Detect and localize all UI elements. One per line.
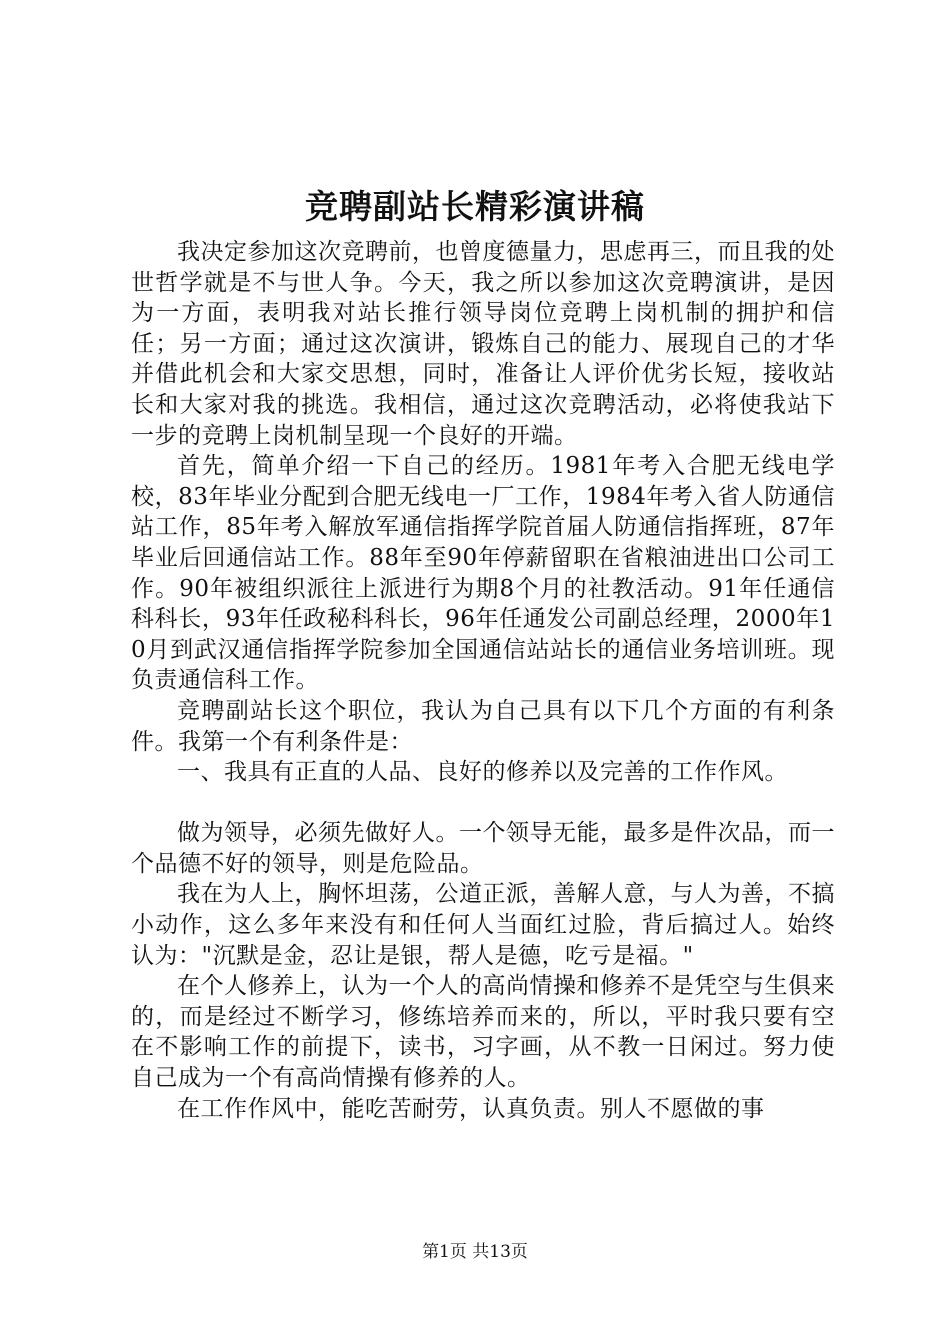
paragraph-experience: 首先，简单介绍一下自己的经历。1981年考入合肥无线电学校，83年毕业分配到合肥无线电一厂工作，1984年考入省人防通信站工作，85年考入解放军通信指挥学院首届人防通信指挥班，87年毕业后回通信站工作。88年至90年停薪留职在省粮油进出口公司工作。90年被组织派往上派进行为期8个月的社教活动。91年任通信科科长，93年任政秘科科长，96年任通发公司副总经理，2000年10月到武汉通信指挥学院参加全国通信站站长的通信业务培训班。现负责通信科工作。 [131,453,835,694]
paragraph-work-style: 在工作作风中，能吃苦耐劳，认真负责。别人不愿做的事 [177,1095,765,1122]
paragraph-point-one: 一、我具有正直的人品、良好的修养以及完善的工作作风。 [177,759,788,786]
paragraph-cultivation: 在个人修养上，认为一个人的高尚情操和修养不是凭空与生俱来的，而是经过不断学习，修练培养而来的，所以，平时我只要有空在不影响工作的前提下，读书，习字画，从不教一日闲过。努力使自己成为一个有高尚情操有修养的人。 [131,973,835,1092]
paragraph-intro: 我决定参加这次竞聘前，也曾度德量力，思虑再三，而且我的处世哲学就是不与世人争。今天，我之所以参加这次竞聘演讲，是因为一方面，表明我对站长推行领导岗位竞聘上岗机制的拥护和信任；另一方面；通过这次演讲，锻炼自己的能力、展现自己的才华并借此机会和大家交思想，同时，准备让人评价优劣长短，接收站长和大家对我的挑选。我相信，通过这次竞聘活动，必将使我站下一步的竞聘上岗机制呈现一个良好的开端。 [131,239,835,449]
page-number-footer: 第1页 共13页 [422,1242,528,1262]
paragraph-conditions: 竞聘副站长这个职位，我认为自己具有以下几个方面的有利条件。我第一个有利条件是： [131,697,835,755]
document-title: 竞聘副站长精彩演讲稿 [305,187,645,226]
document-body [131,237,835,1124]
paragraph-character: 我在为人上，胸怀坦荡，公道正派，善解人意，与人为善，不搞小动作，这么多年来没有和任何人当面红过脸，背后搞过人。始终认为："沉默是金，忍让是银，帮人是德，吃亏是福。" [131,881,835,969]
paragraph-leadership: 做为领导，必须先做好人。一个领导无能，最多是件次品，而一个品德不好的领导，则是危险品。 [131,820,835,877]
